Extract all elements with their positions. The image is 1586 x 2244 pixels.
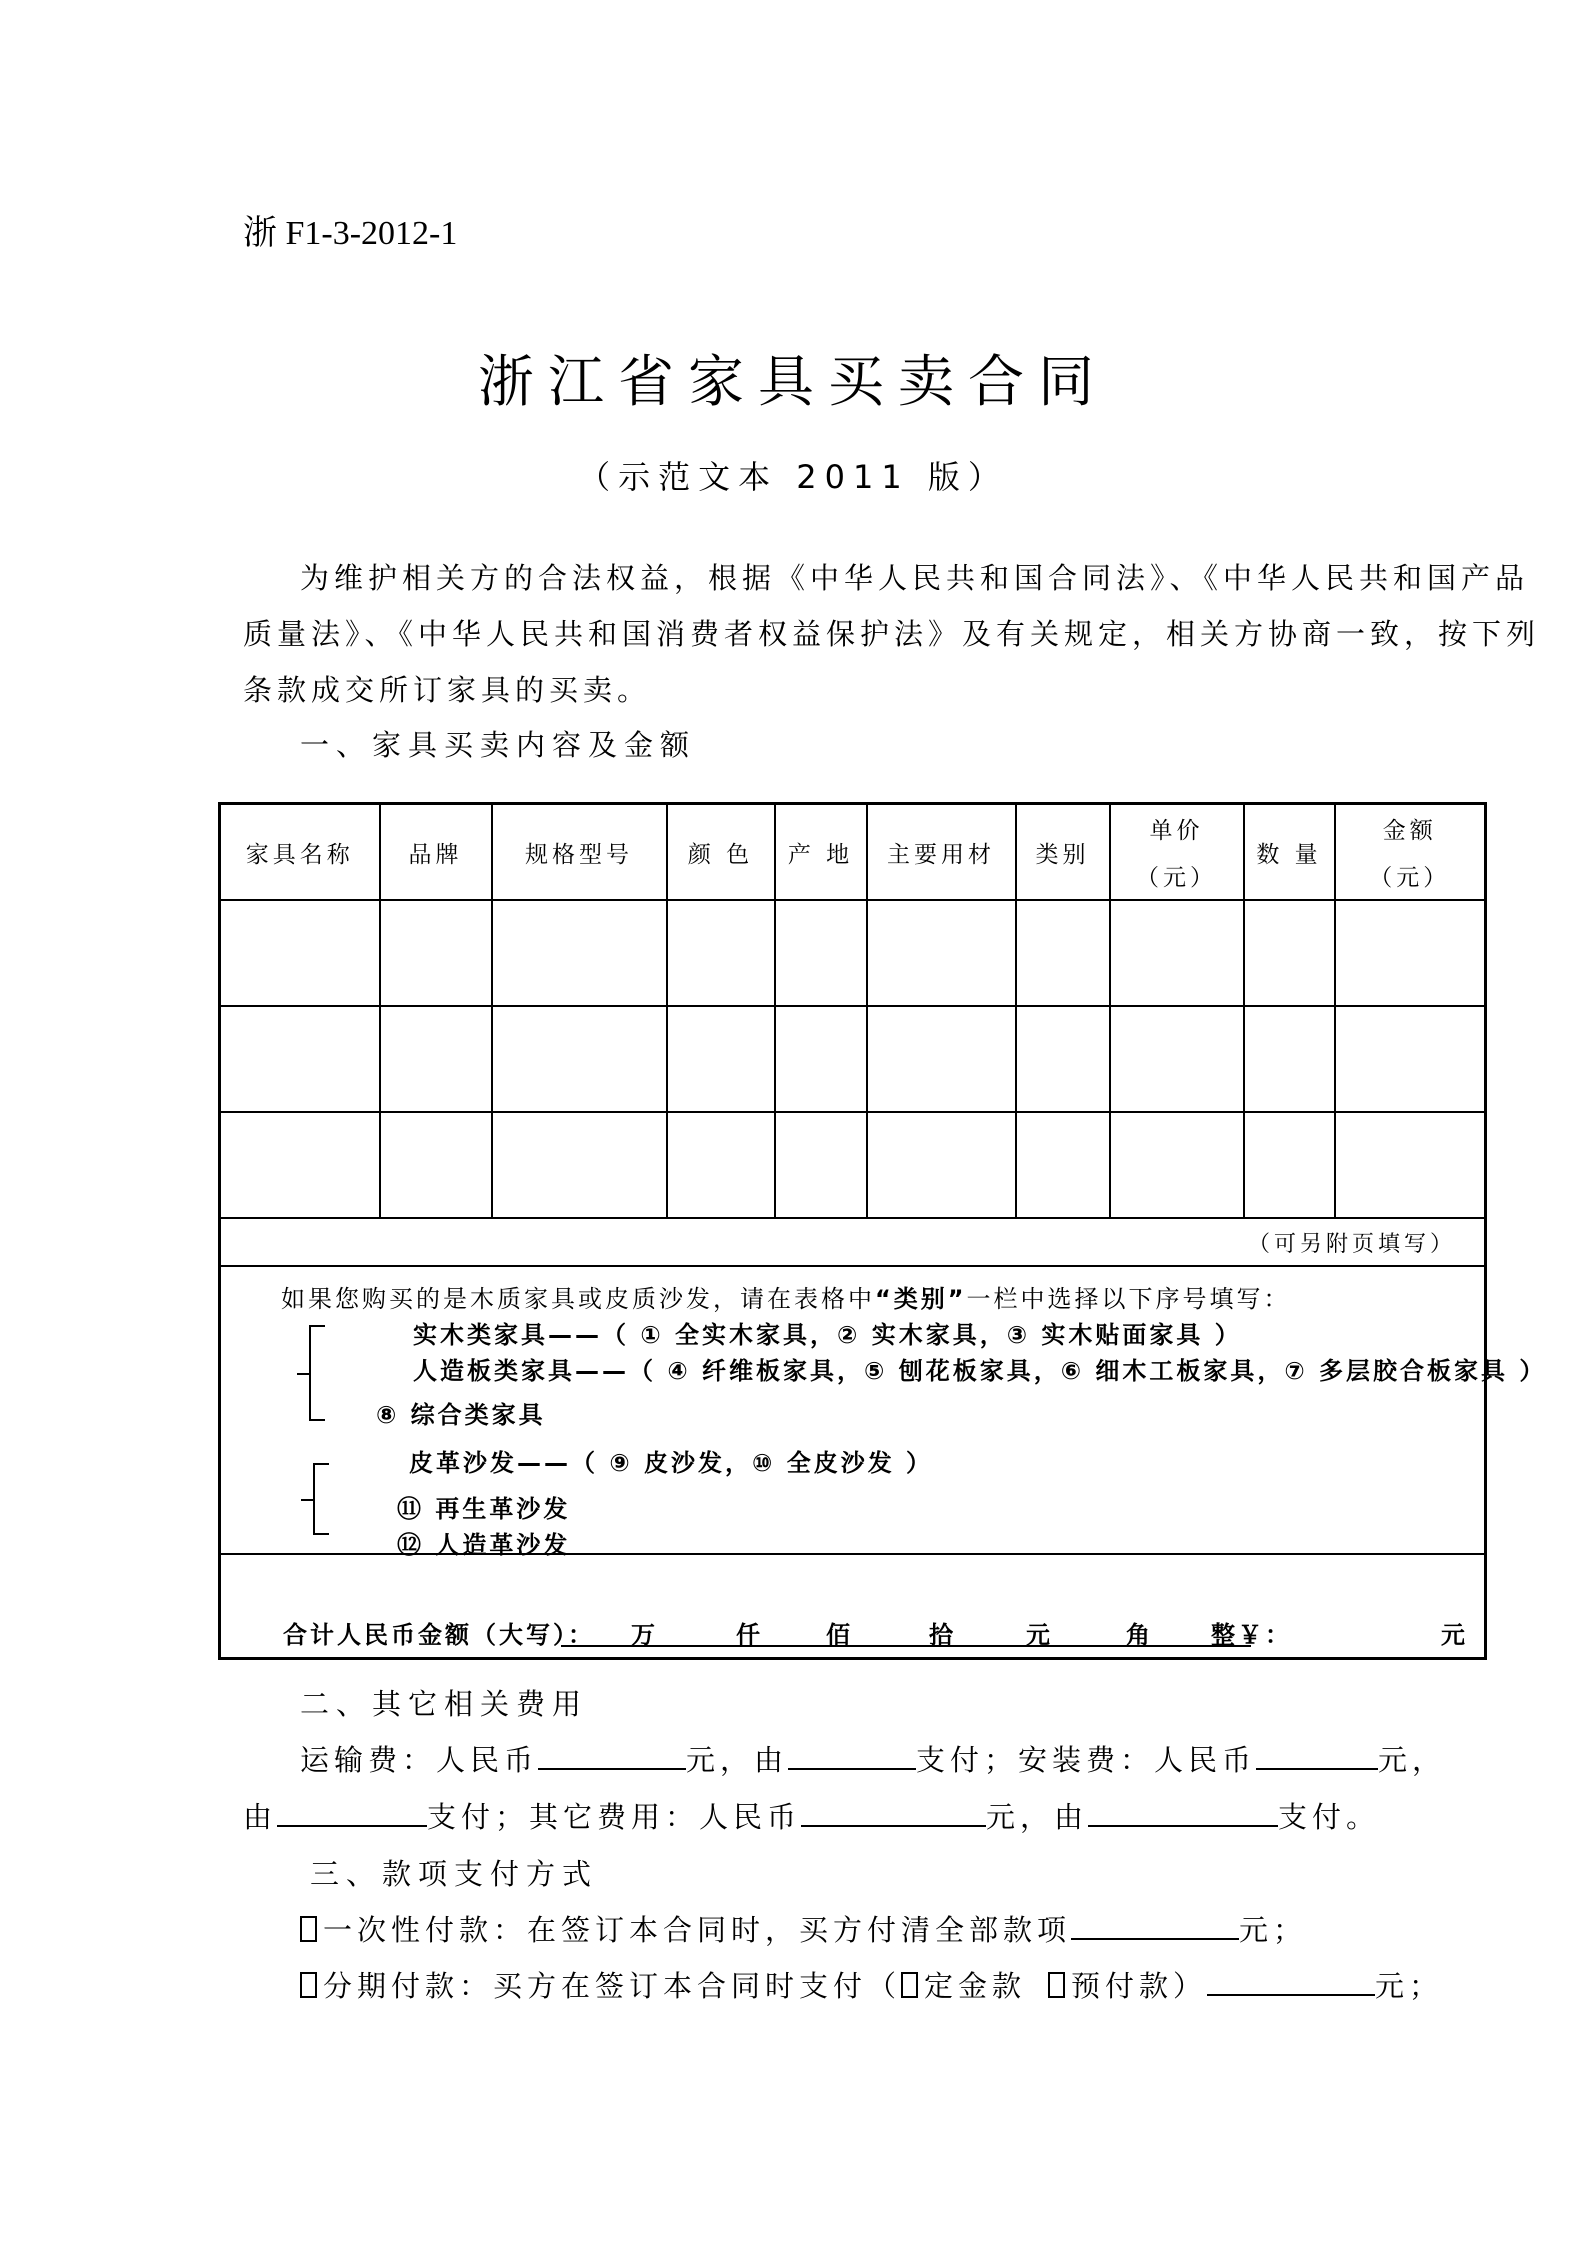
- table-cell[interactable]: [775, 1112, 867, 1218]
- category-artificial: ⑫ 人造革沙发: [397, 1531, 571, 1559]
- total-label: 合计人民币金额（大写）：: [283, 1621, 595, 1649]
- table-cell[interactable]: [492, 1112, 667, 1218]
- table-cell[interactable]: [1244, 900, 1335, 1006]
- brace-wood: [309, 1325, 311, 1421]
- table-header-row: [220, 804, 1486, 901]
- table-cell[interactable]: [867, 1006, 1016, 1112]
- payment-installment: 分期付款：买方在签订本合同时支付（ 定金款 预付款） 元；: [300, 1964, 1443, 2005]
- install-fee-field[interactable]: [1256, 1768, 1378, 1770]
- installment-checkbox[interactable]: [300, 1972, 317, 1998]
- col-header: 金额 （元）: [1335, 804, 1486, 901]
- fees-line-1: 运输费：人民币 元，由 支付；安装费：人民币 元，: [300, 1743, 1447, 1777]
- furniture-table: [218, 802, 1547, 1660]
- table-cell[interactable]: [775, 1006, 867, 1112]
- total-amount-field[interactable]: [561, 1615, 1292, 1649]
- table-cell[interactable]: [220, 900, 380, 1006]
- category-composite: ⑧ 综合类家具: [376, 1401, 546, 1429]
- intro-line-3: 条款成交所订家具的买卖。: [243, 673, 652, 707]
- unit-qian: 仟: [736, 1621, 763, 1649]
- table-cell[interactable]: [380, 1112, 492, 1218]
- category-intro: 如果您购买的是木质家具或皮质沙发，请在表格中“类别”一栏中选择以下序号填写：: [281, 1285, 1291, 1313]
- table-cell[interactable]: [220, 1006, 380, 1112]
- fees-line-2: 由 支付；其它费用：人民币 元，由 支付。: [243, 1800, 1381, 1834]
- col-header: 类别: [1016, 804, 1110, 901]
- col-header: 家具名称: [220, 804, 380, 901]
- table-row: [220, 1112, 1486, 1218]
- table-cell[interactable]: [867, 900, 1016, 1006]
- document-code: 浙 F1-3-2012-1: [243, 215, 458, 252]
- col-header: 产 地: [775, 804, 867, 901]
- intro-line-1: 为维护相关方的合法权益，根据《中华人民共和国合同法》、《中华人民共和国产品: [300, 561, 1530, 595]
- deposit-checkbox[interactable]: [901, 1972, 918, 1998]
- category-board: 人造板类家具——（ ④ 纤维板家具，⑤ 刨花板家具，⑥ 细木工板家具，⑦ 多层胶合板家具 ）: [413, 1357, 1547, 1385]
- unit-shi: 拾: [929, 1621, 956, 1649]
- table-cell[interactable]: [492, 1006, 667, 1112]
- table-note: （可另附页填写）: [220, 1218, 1486, 1266]
- unit-wan: 万: [631, 1621, 658, 1649]
- col-header: 品牌: [380, 804, 492, 901]
- table-cell[interactable]: [380, 900, 492, 1006]
- transport-fee-field[interactable]: [538, 1768, 686, 1770]
- table-cell[interactable]: [220, 1112, 380, 1218]
- table-cell[interactable]: [1244, 1006, 1335, 1112]
- total-row: [220, 1554, 1486, 1659]
- intro-line-2: 质量法》、《中华人民共和国消费者权益保护法》及有关规定，相关方协商一致，按下列: [243, 617, 1541, 651]
- table-cell[interactable]: [492, 900, 667, 1006]
- table-cell[interactable]: [667, 1006, 775, 1112]
- table-cell[interactable]: [380, 1006, 492, 1112]
- col-header: 规格型号: [492, 804, 667, 901]
- installment-amount-field[interactable]: [1207, 1994, 1375, 1996]
- lump-sum-checkbox[interactable]: [300, 1916, 317, 1942]
- table-row: [220, 1006, 1486, 1112]
- section-3-heading: 三、款项支付方式: [310, 1857, 599, 1891]
- table-cell[interactable]: [1016, 1112, 1110, 1218]
- table-cell[interactable]: [1335, 900, 1486, 1006]
- document-title: 浙江省家具买卖合同: [478, 350, 1108, 415]
- table-row: [220, 900, 1486, 1006]
- unit-bai: 佰: [826, 1621, 853, 1649]
- table-cell[interactable]: [1110, 1112, 1244, 1218]
- install-payer-field[interactable]: [277, 1825, 427, 1827]
- table-cell[interactable]: [867, 1112, 1016, 1218]
- table-cell[interactable]: [1110, 900, 1244, 1006]
- other-payer-field[interactable]: [1088, 1825, 1278, 1827]
- total-cell: [220, 1554, 1486, 1659]
- other-fee-field[interactable]: [801, 1825, 986, 1827]
- col-header: 单价 （元）: [1110, 804, 1244, 901]
- unit-yuan: 元: [1026, 1621, 1053, 1649]
- table-cell[interactable]: [1016, 1006, 1110, 1112]
- table-cell[interactable]: [667, 1112, 775, 1218]
- lump-sum-amount-field[interactable]: [1071, 1938, 1239, 1940]
- category-leather: 皮革沙发——（ ⑨ 皮沙发，⑩ 全皮沙发 ）: [409, 1449, 934, 1477]
- table-cell[interactable]: [1110, 1006, 1244, 1112]
- table-cell[interactable]: [1244, 1112, 1335, 1218]
- section-2-heading: 二、其它相关费用: [300, 1687, 589, 1721]
- table-note-row: [220, 1218, 1486, 1266]
- document-subtitle: （示范文本 2011 版）: [578, 458, 1008, 496]
- unit-zheng-yen: 整￥：: [1211, 1621, 1292, 1649]
- section-1-heading: 一、家具买卖内容及金额: [300, 728, 697, 762]
- table-cell[interactable]: [775, 900, 867, 1006]
- table-cell[interactable]: [1016, 900, 1110, 1006]
- transport-payer-field[interactable]: [788, 1768, 916, 1770]
- table-cell[interactable]: [1335, 1006, 1486, 1112]
- prepay-checkbox[interactable]: [1048, 1972, 1065, 1998]
- category-solid-wood: 实木类家具——（ ① 全实木家具，② 实木家具，③ 实木贴面家具 ）: [413, 1321, 1242, 1349]
- unit-jiao: 角: [1126, 1621, 1153, 1649]
- payment-lump-sum: 一次性付款：在签订本合同时，买方付清全部款项 元；: [300, 1908, 1307, 1949]
- table-cell[interactable]: [1335, 1112, 1486, 1218]
- col-header: 主要用材: [867, 804, 1016, 901]
- category-recycled: ⑪ 再生革沙发: [397, 1495, 571, 1523]
- category-info-cell: [220, 1266, 1547, 1559]
- category-info-row: [220, 1266, 1486, 1554]
- col-header: 颜 色: [667, 804, 775, 901]
- col-header: 数 量: [1244, 804, 1335, 901]
- brace-leather: [313, 1463, 315, 1535]
- table-cell[interactable]: [667, 900, 775, 1006]
- total-unit: 元: [1441, 1621, 1468, 1649]
